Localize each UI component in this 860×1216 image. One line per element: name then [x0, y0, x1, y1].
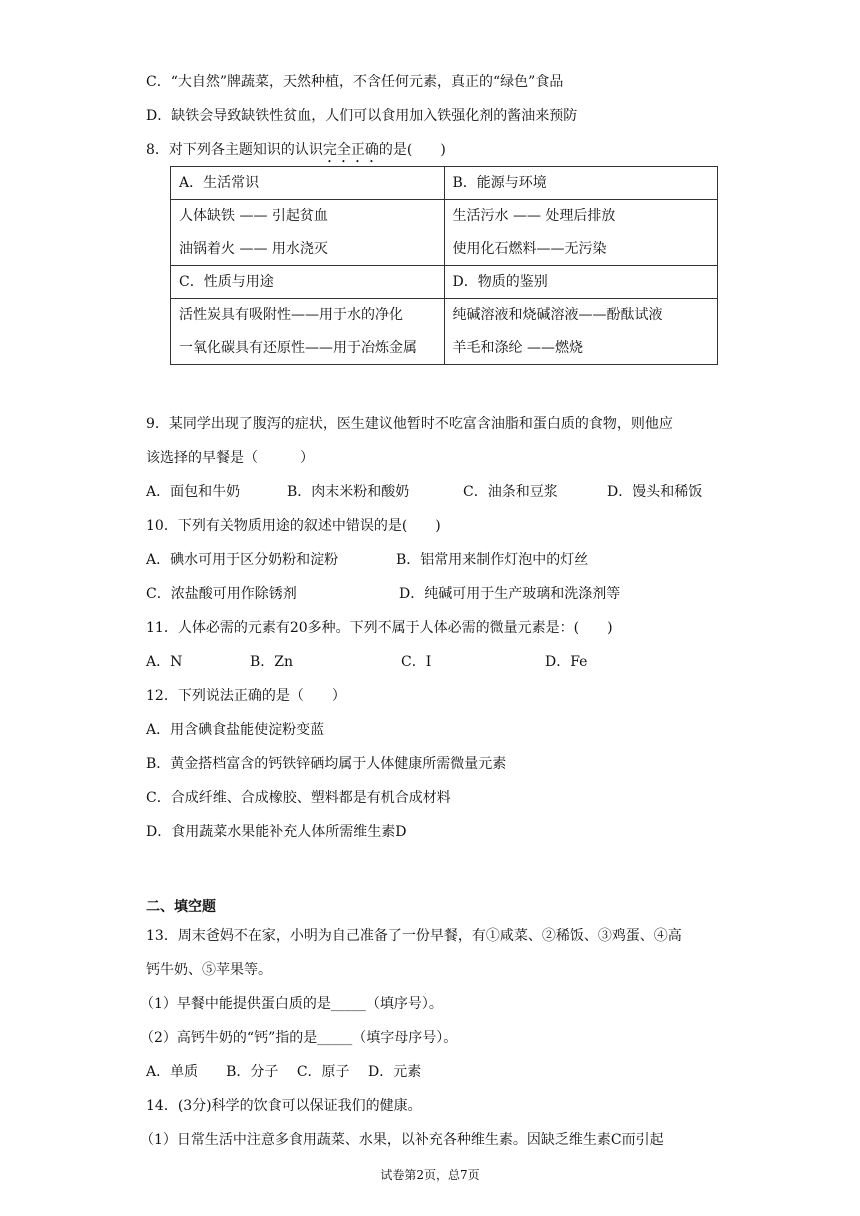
q13-part-2: （2）高钙牛奶的“钙”指的是_____（填字母序号）。 [140, 1030, 458, 1046]
q13-stem-line-2: 钙牛奶、⑤苹果等。 [146, 962, 272, 978]
q10-option-a: A．碘水可用于区分奶粉和淀粉 [146, 552, 339, 568]
q11-option-c: C．I [401, 654, 432, 670]
q12-stem: 12．下列说法正确的是（ ） [146, 688, 346, 704]
q9-option-d: D．馒头和稀饭 [607, 484, 703, 500]
table-a-line-1: 人体缺铁 —— 引起贫血 [179, 208, 328, 224]
table-cell-c-head: C．性质与用途 [171, 266, 445, 299]
page-footer: 试卷第2页，总7页 [380, 1168, 480, 1182]
q11-option-b: B．Zn [250, 654, 294, 670]
q13-part-1: （1）早餐中能提供蛋白质的是_____（填序号）。 [140, 996, 443, 1012]
q8-stem [146, 140, 446, 166]
q11-option-d: D．Fe [545, 654, 588, 670]
q8-stem-pre: 8．对下列各主题知识的认识 [146, 142, 323, 158]
table-cell-a-body [171, 200, 445, 266]
q14-stem: 14．(3分)科学的饮食可以保证我们的健康。 [146, 1098, 422, 1114]
table-cell-d-head: D．物质的鉴别 [444, 266, 718, 299]
q12-option-b: B．黄金搭档富含的钙铁锌硒均属于人体健康所需微量元素 [146, 756, 507, 772]
table-d-line-2: 羊毛和涤纶 ——燃烧 [452, 340, 583, 356]
q9-stem-line-1: 9．某同学出现了腹泻的症状，医生建议他暂时不吃富含油脂和蛋白质的食物，则他应 [146, 416, 673, 432]
table-b-line-2: 使用化石燃料——无污染 [452, 241, 607, 257]
q14-part-1: （1）日常生活中注意多食用蔬菜、水果，以补充各种维生素。因缺乏维生素C而引起 [140, 1132, 664, 1148]
table-a-line-2: 油锅着火 —— 用水浇灭 [179, 241, 328, 257]
q12-option-d: D．食用蔬菜水果能补充人体所需维生素D [146, 824, 407, 840]
q8-stem-post: 的是( ) [378, 142, 446, 158]
table-cell-d-body [444, 299, 718, 365]
section-heading-fill-in: 二、填空题 [146, 899, 216, 915]
table-cell-a-head: A．生活常识 [171, 167, 445, 200]
q8-stem-emphasis: 完全正确 [322, 142, 379, 158]
q7-option-c: C．“大自然”牌蔬菜，天然种植，不含任何元素，真正的“绿色”食品 [146, 74, 564, 90]
table-cell-c-body [171, 299, 445, 365]
table-d-line-1: 纯碱溶液和烧碱溶液——酚酞试液 [452, 307, 663, 323]
q10-stem: 10．下列有关物质用途的叙述中错误的是( ) [146, 518, 441, 534]
q12-option-c: C．合成纤维、合成橡胶、塑料都是有机合成材料 [146, 790, 451, 806]
q9-option-a: A．面包和牛奶 [146, 484, 241, 500]
q10-option-b: B．铝常用来制作灯泡中的灯丝 [396, 552, 589, 568]
q8-knowledge-table [170, 166, 718, 365]
q12-option-a: A．用含碘食盐能使淀粉变蓝 [146, 722, 325, 738]
q13-options: A．单质 B．分子 C．原子 D．元素 [146, 1064, 422, 1080]
table-c-line-1: 活性炭具有吸附性——用于水的净化 [179, 307, 403, 323]
table-cell-b-head: B．能源与环境 [444, 167, 718, 200]
table-b-line-1: 生活污水 —— 处理后排放 [452, 208, 616, 224]
q13-stem-line-1: 13．周末爸妈不在家，小明为自己准备了一份早餐，有①咸菜、②稀饭、③鸡蛋、④高 [146, 928, 682, 944]
q10-option-d: D．纯碱可用于生产玻璃和洗涤剂等 [399, 586, 621, 602]
q10-option-c: C．浓盐酸可用作除锈剂 [146, 586, 297, 602]
q9-stem-line-2: 该选择的早餐是（ ） [146, 450, 314, 466]
table-cell-b-body [444, 200, 718, 266]
q11-option-a: A．N [146, 654, 183, 670]
q9-option-c: C．油条和豆浆 [463, 484, 558, 500]
q11-stem: 11．人体必需的元素有20多种。下列不属于人体必需的微量元素是：( ) [146, 620, 613, 636]
table-c-line-2: 一氧化碳具有还原性——用于冶炼金属 [179, 340, 417, 356]
q9-option-b: B．肉末米粉和酸奶 [287, 484, 410, 500]
q7-option-d: D．缺铁会导致缺铁性贫血，人们可以食用加入铁强化剂的酱油来预防 [146, 108, 578, 124]
